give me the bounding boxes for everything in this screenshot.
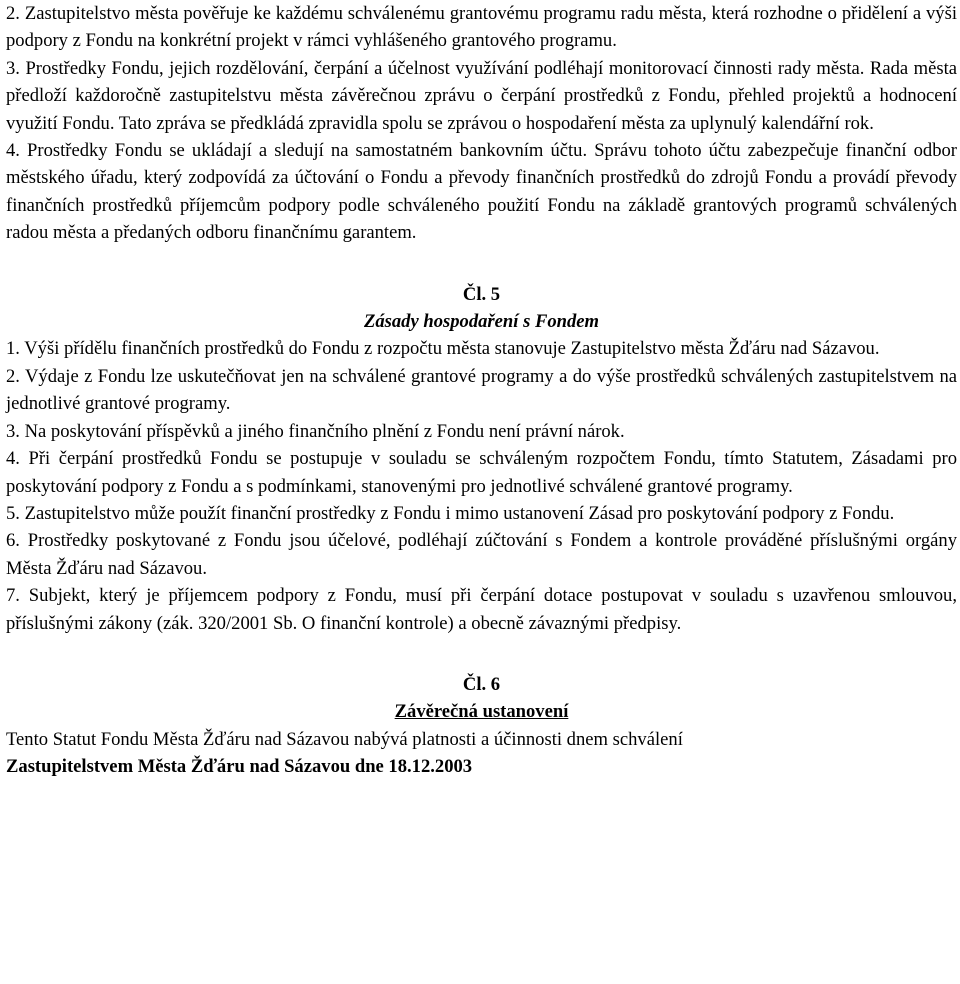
article-5-paragraph-7: 7. Subjekt, který je příjemcem podpory z Fondu, musí při čerpání dotace postupovat v souladu s uzavřenou smlouvou, příslušnými zákony (zák. 320/2001 Sb. O finanční kontrole) a obecně závaznými předpisy. (6, 585, 957, 634)
spacer (6, 247, 957, 281)
article-5-paragraph-1: 1. Výši přídělu finančních prostředků do Fondu z rozpočtu města stanovuje Zastupitelstvo města Žďáru nad Sázavou. (6, 338, 880, 360)
paragraph-2: 2. Zastupitelstvo města pověřuje ke každému schválenému grantovému programu radu města, která rozhodne o přidělení a výši podpory z Fondu na konkrétní projekt v rámci vyhlášeného grantového programu. (6, 3, 957, 52)
article-5-paragraph-5: 5. Zastupitelstvo může použít finanční prostředky z Fondu i mimo ustanovení Zásad pro poskytování podpory z Fondu. (6, 502, 895, 524)
article-5-paragraph-4: 4. Při čerpání prostředků Fondu se postupuje v souladu se schváleným rozpočtem Fondu, tímto Statutem, Zásadami pro poskytování podpory z Fondu a s podmínkami, stanovenými pro jednotlivé schválené grantové programy. (6, 448, 957, 497)
paragraph-4: 4. Prostředky Fondu se ukládají a sledují na samostatném bankovním účtu. Správu tohoto účtu zabezpečuje finanční odbor městského úřadu, který zodpovídá za účtování o Fondu a převody finančních prostředků do zdrojů Fondu a provádí převody finančních prostředků příjemcům podpory podle schváleného použití Fondu na základě grantových programů schválených radou města a předaných odboru finančnímu garantem. (6, 140, 957, 244)
article-5-paragraph-6: 6. Prostředky poskytované z Fondu jsou účelové, podléhají zúčtování s Fondem a kontrole prováděné příslušnými orgány Města Žďáru nad Sázavou. (6, 530, 957, 579)
document-page (6, 0, 957, 781)
article-6-paragraph: Tento Statut Fondu Města Žďáru nad Sázavou nabývá platnosti a účinnosti dnem schválení (6, 728, 683, 750)
paragraph-3: 3. Prostředky Fondu, jejich rozdělování, čerpání a účelnost využívání podléhají monitorovací činnosti rady města. Rada města předloží každoročně zastupitelstvu města závěrečnou zprávu o čerpání prostředků z Fondu, přehled projektů a hodnocení využití Fondu. Tato zpráva se předkládá zpravidla spolu se zprávou o hospodaření města za uplynulý kalendářní rok. (6, 57, 957, 134)
article-5-paragraph-3: 3. Na poskytování příspěvků a jiného finančního plnění z Fondu není právní nárok. (6, 420, 625, 442)
article-6-closing: Zastupitelstvem Města Žďáru nad Sázavou dne 18.12.2003 (6, 756, 473, 778)
article-5-paragraph-2: 2. Výdaje z Fondu lze uskutečňovat jen na schválené grantové programy a do výše prostředků schválených zastupitelstvem na jednotlivé grantové programy. (6, 365, 957, 415)
spacer (6, 637, 957, 671)
article-5-number: Čl. 5 (462, 283, 501, 305)
article-6-number: Čl. 6 (462, 673, 501, 695)
article-6-title: Závěrečná ustanovení (394, 701, 569, 723)
article-5-title: Zásady hospodaření s Fondem (363, 311, 600, 333)
